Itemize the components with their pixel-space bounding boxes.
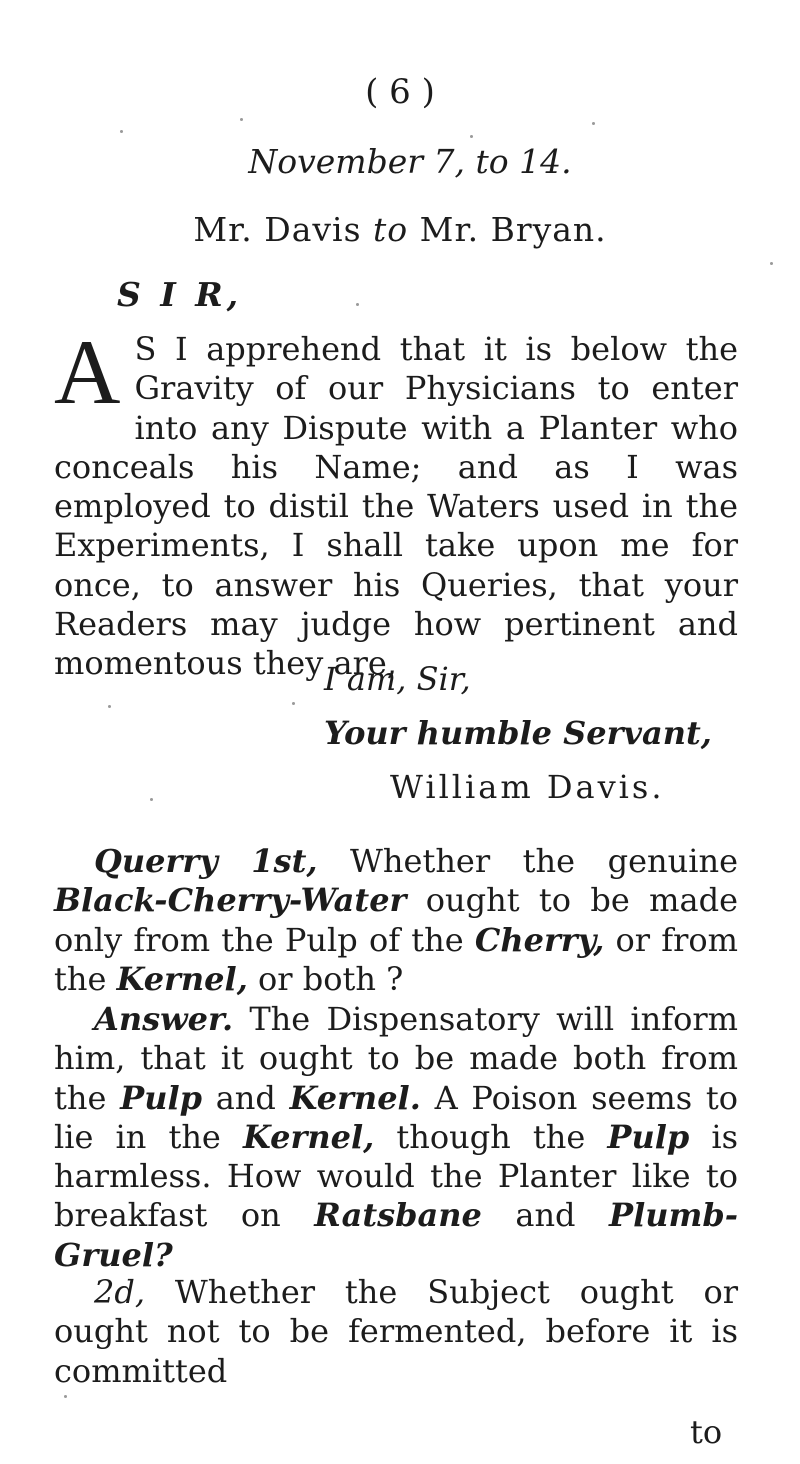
closing-line-1: I am, Sir, (324, 660, 471, 698)
query-1-text: or both ? (258, 959, 404, 998)
answer-term: Ratsbane (314, 1196, 482, 1235)
query-2 (54, 1273, 738, 1391)
speck (108, 705, 111, 708)
speck (770, 262, 773, 265)
query-1-term: Black-Cherry-Water (54, 881, 407, 920)
answer-text: The Dispensatory will inform him, that it ought to be made both from the (54, 1000, 738, 1117)
speck (120, 130, 123, 133)
drop-cap: A (54, 321, 121, 423)
closing-line-2: Your humble Servant, (324, 714, 712, 752)
letter-body (54, 321, 738, 684)
query-1-term: Cherry, (474, 920, 605, 959)
query-1-text: or from the (54, 920, 739, 998)
speck (592, 122, 595, 125)
heading-to-word: to (373, 210, 409, 249)
speck (292, 702, 295, 705)
query-1-text: ought to be made only from the Pulp of the (54, 881, 738, 959)
heading-to: Mr. Bryan. (419, 210, 607, 249)
dateline: November 7, to 14. (248, 142, 572, 181)
answer-term: Kernel, (242, 1117, 375, 1156)
answer-text: though the (396, 1117, 586, 1156)
answer-term: Pulp (120, 1078, 202, 1117)
page-number: ( 6 ) (365, 72, 435, 112)
catchword: to (690, 1413, 723, 1451)
answer-term: Kernel. (289, 1078, 421, 1117)
letter-heading (0, 210, 800, 249)
answer-text: and (215, 1078, 276, 1117)
answer-label: Answer. (94, 1000, 234, 1038)
answer-text: and (515, 1196, 576, 1235)
query-2-text: Whether the Subject ought or ought not to be fermented, before it is committed (54, 1273, 739, 1390)
signature: William Davis. (390, 768, 665, 806)
answer-text: A Poison seems to lie in the (54, 1078, 739, 1156)
speck (470, 135, 473, 138)
answer-term: Plumb-Gruel? (54, 1196, 739, 1274)
speck (356, 303, 359, 306)
letter-text: S I apprehend that it is below the Gravity of our Physicians to enter into any Dispute with a Planter who conceals his Name; and as I was employed to distil the Waters used in the Experiments, I shall take upon me for once, to answer his Queries, that your Readers may judge how pertinent and momentous they are, (54, 330, 738, 683)
speck (150, 798, 153, 801)
answer-text: is harmless. How would the Planter like to breakfast on (54, 1117, 739, 1235)
heading-from: Mr. Davis (193, 210, 362, 249)
query-1-label: Querry 1st, (94, 842, 318, 880)
query-1 (54, 842, 738, 999)
speck (64, 1395, 67, 1398)
answer-1 (54, 1000, 738, 1275)
speck (240, 118, 243, 121)
query-2-label: 2d, (94, 1273, 146, 1311)
query-1-text: Whether the genuine (350, 842, 739, 880)
answer-term: Pulp (607, 1117, 690, 1156)
query-1-term: Kernel, (116, 959, 248, 998)
salutation: S I R, (117, 275, 243, 314)
